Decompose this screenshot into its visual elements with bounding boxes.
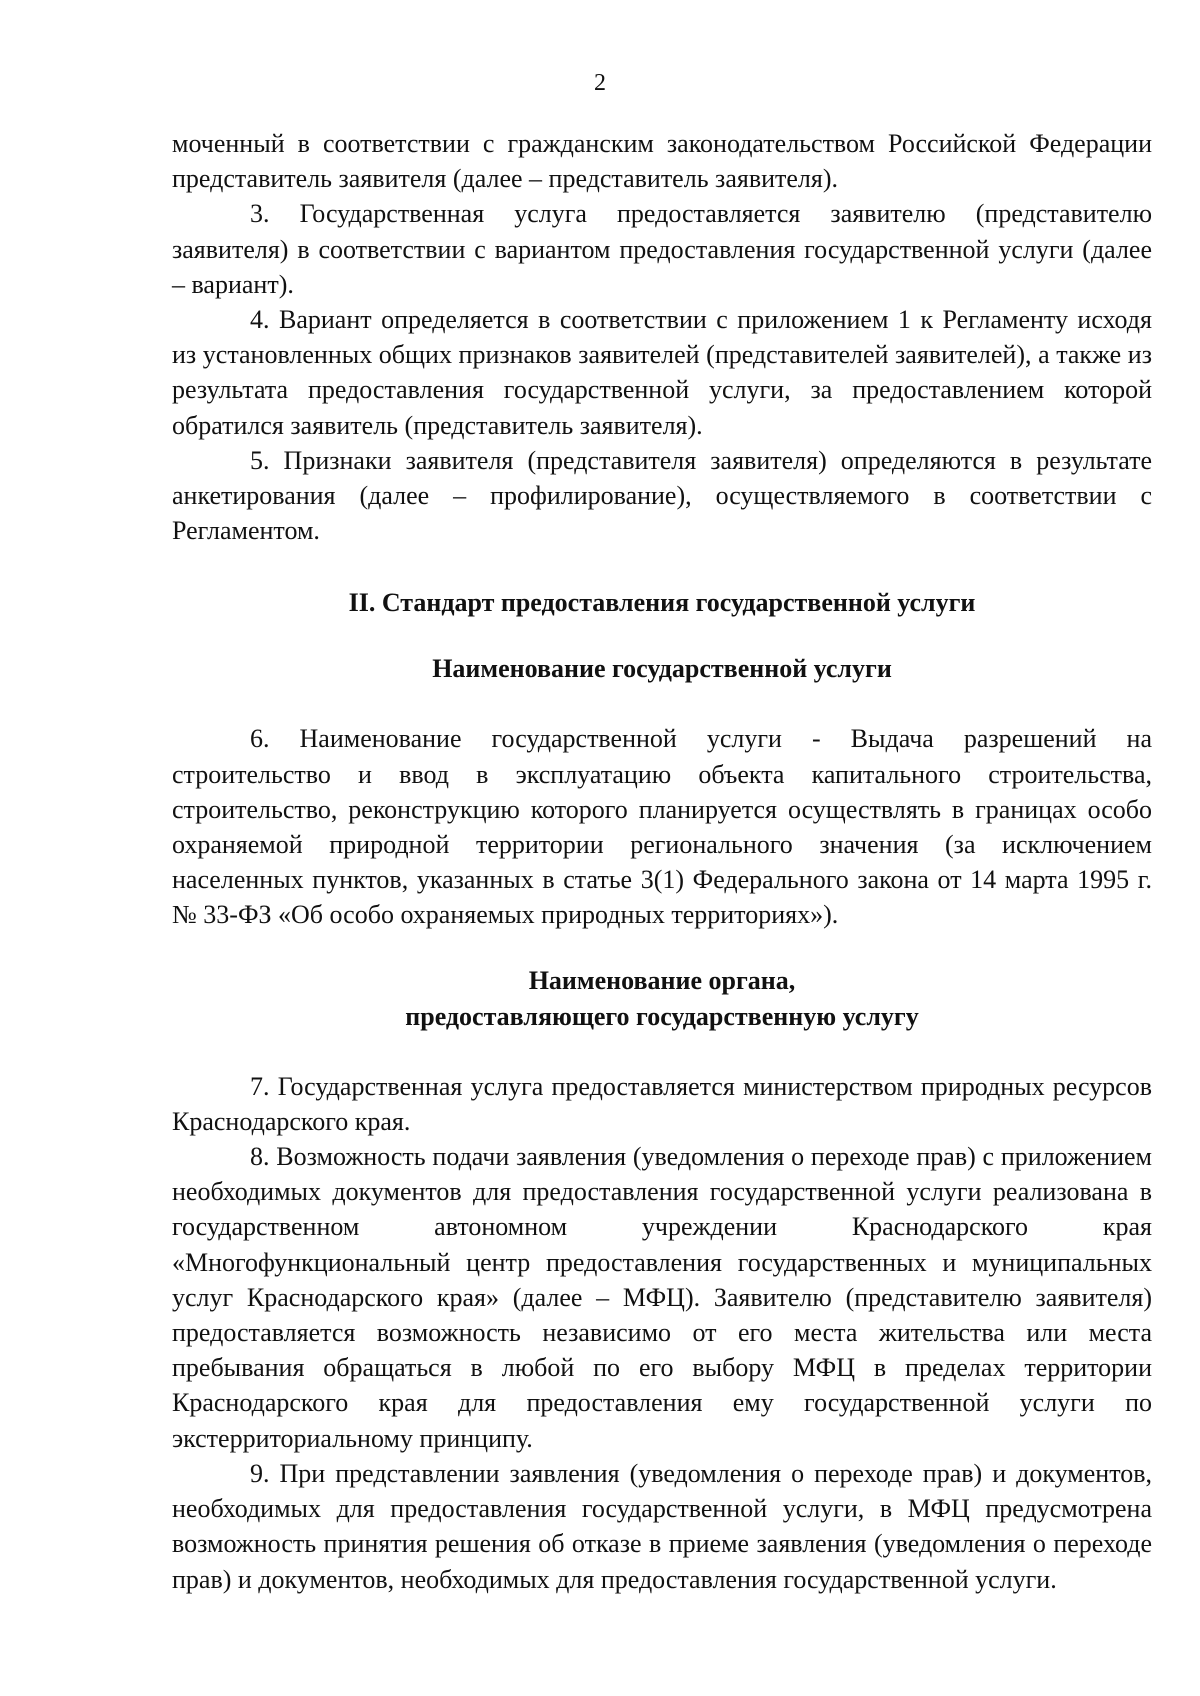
paragraph-9: 9. При представлении заявления (уведомления о переходе прав) и документов, необходимых для предоставления государственной услуги, в МФЦ предусмотрена возможность принятия решения об отказе в приеме заявления (уведомления о переходе прав) и документов, необходимых для предоставления государственной услуги. bbox=[172, 1458, 1152, 1594]
subheading-service-name: Наименование государственной услуги bbox=[432, 654, 892, 684]
subheading-authority-line-1: Наименование органа, bbox=[528, 965, 796, 995]
spacer bbox=[172, 933, 1152, 963]
spacer bbox=[172, 621, 1152, 651]
paragraph-8: 8. Возможность подачи заявления (уведомления о переходе прав) с приложением необходимых документов для предоставления государственной услуги реализована в государственном автономном учреждении Краснодарского края «Многофункциональный центр предоставления государственных и муниципальных услуг Краснодарского края» (далее – МФЦ). Заявителю (представителю заявителя) предоставляется возможность независимо от его места жительства или места пребывания обращаться в любой по его выбору МФЦ в пределах территории Краснодарского края для предоставления ему государственной услуги по экстерриториальному принципу. bbox=[172, 1142, 1152, 1453]
paragraph-5: 5. Признаки заявителя (представителя заявителя) определяются в результате анкетирования (далее – профилирование), осуществляемого в соответствии с Регламентом. bbox=[172, 445, 1152, 546]
spacer bbox=[172, 1035, 1152, 1069]
spacer bbox=[172, 687, 1152, 721]
paragraph-4: 4. Вариант определяется в соответствии с приложением 1 к Регламенту исходя из установленных общих признаков заявителей (представителей заявителей), а также из результата предоставления государственной услуги, за предоставлением которой обратился заявитель (представитель заявителя). bbox=[172, 305, 1152, 440]
paragraph-6: 6. Наименование государственной услуги - Выдача разрешений на строительство и ввод в эксплуатацию объекта капитального строительства, строительство, реконструкцию которого планируется осуществлять в границах особо охраняемой природной территории регионального значения (за исключением населенных пунктов, указанных в статье 3(1) Федерального закона от 14 марта 1995 г. № 33-ФЗ «Об особо охраняемых природных территориях»). bbox=[172, 724, 1152, 930]
paragraph-3: 3. Государственная услуга предоставляется заявителю (представителю заявителя) в соответствии с вариантом предоставления государственной услуги (далее – вариант). bbox=[172, 199, 1152, 299]
paragraph-continuation: моченный в соответствии с гражданским законодательством Российской Федерации представитель заявителя (далее – представитель заявителя). bbox=[172, 129, 1152, 194]
subheading-authority-line-2: предоставляющего государственную услугу bbox=[405, 1001, 919, 1031]
document-body bbox=[172, 126, 1152, 1597]
section-heading: II. Стандарт предоставления государственной услуги bbox=[348, 588, 976, 618]
spacer bbox=[172, 548, 1152, 585]
page-number: 2 bbox=[594, 70, 606, 96]
subheading-authority bbox=[172, 963, 1152, 1035]
paragraph-7: 7. Государственная услуга предоставляется министерством природных ресурсов Краснодарского края. bbox=[172, 1071, 1152, 1136]
